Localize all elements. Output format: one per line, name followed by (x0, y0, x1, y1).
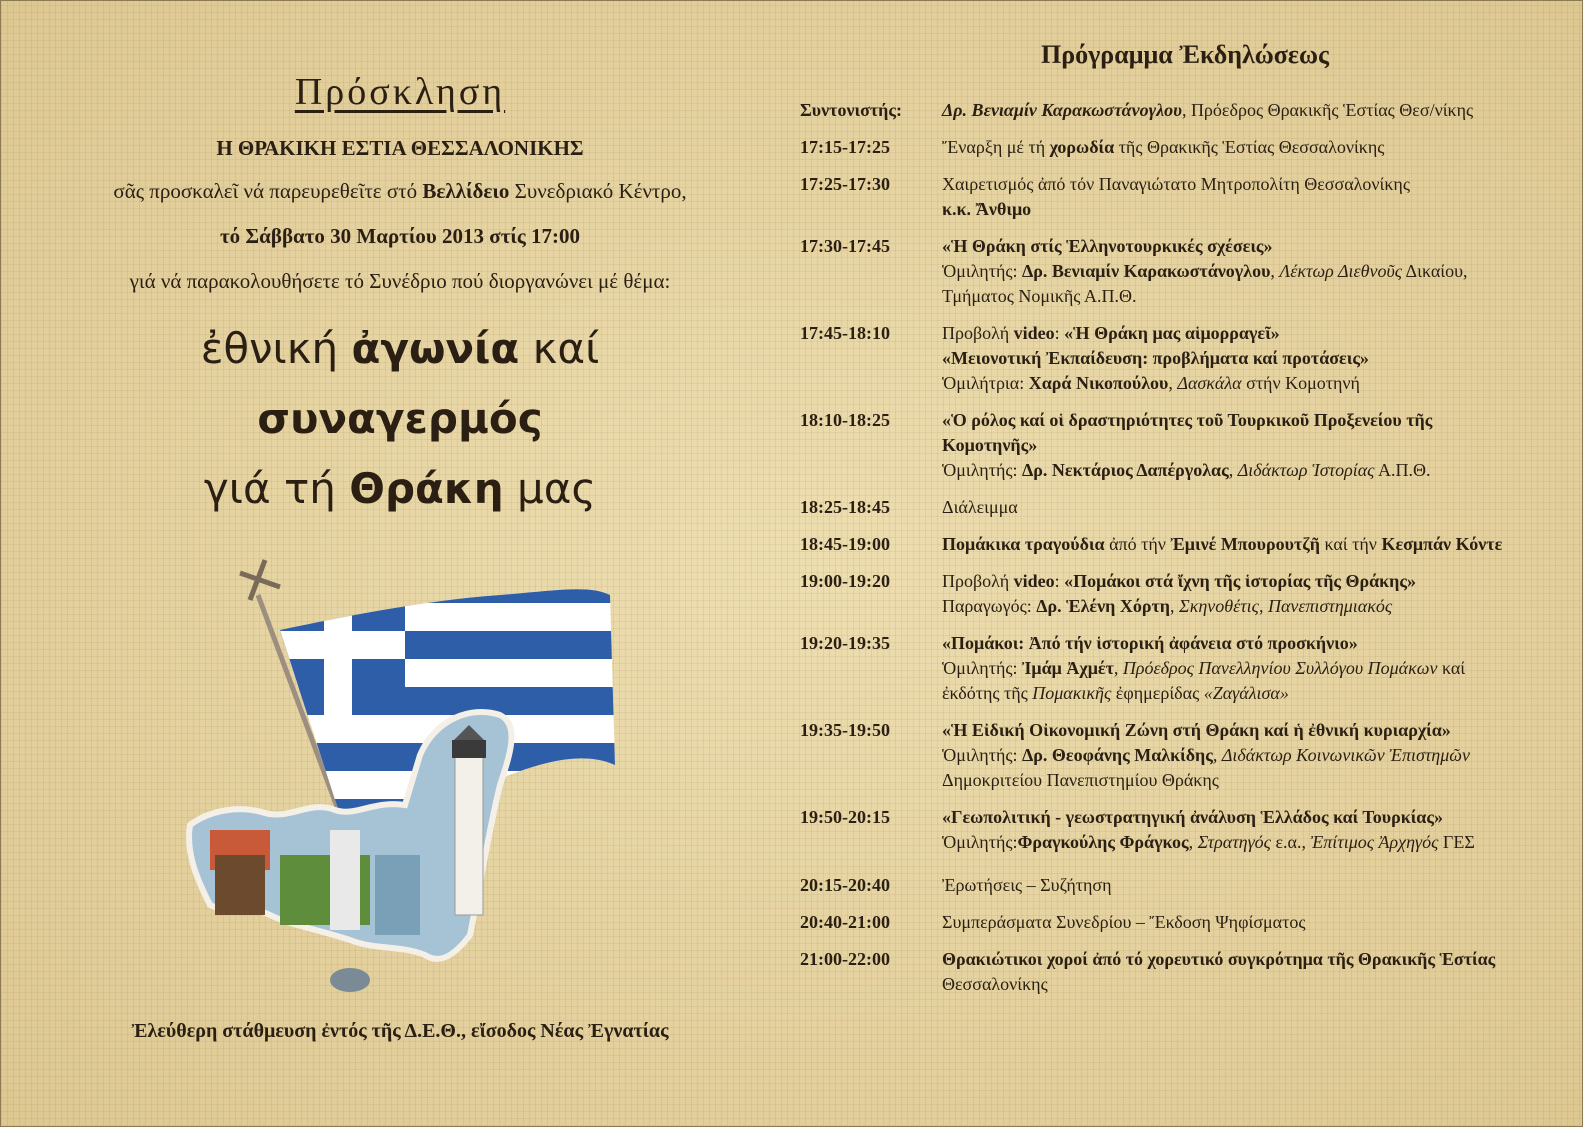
program-text: «Γεωπολιτική - γεωστρατηγική ἀνάλυση Ἑλλάδος καί Τουρκίας» (942, 807, 1443, 827)
program-text: «Ἡ Θράκη στίς Ἑλληνοτουρκικές σχέσεις» (942, 236, 1273, 256)
program-text: Ὁμιλητής: (942, 832, 1018, 852)
program-text: ΓΕΣ (1438, 832, 1475, 852)
invitation-title: Πρόσκληση (294, 71, 506, 113)
program-text: , Πρόεδρος Θρακικῆς Ἑστίας Θεσ/νίκης (1181, 100, 1474, 120)
program-line (942, 656, 1560, 681)
program-description (942, 532, 1560, 557)
program-text: Θρακιώτικοι χοροί ἀπό τό χορευτικό συγκρότημα τῆς Θρακικῆς Ἑστίας (942, 949, 1496, 969)
theme-word: καί (519, 324, 600, 373)
program-row (800, 873, 1560, 898)
program-text: ἀπό τήν (1104, 534, 1171, 554)
program-title: Πρόγραμμα Ἐκδηλώσεως (1041, 40, 1329, 69)
program-text: Ὁμιλητής: (942, 745, 1022, 765)
program-time: 18:45-19:00 (800, 534, 890, 554)
program-row (800, 234, 1560, 309)
program-row (800, 569, 1560, 619)
program-text: Πομάκικα τραγούδια (942, 534, 1105, 554)
program-line (942, 743, 1560, 768)
program-text: Φραγκούλης Φράγκος (1017, 832, 1189, 852)
program-text: ε.α., (1270, 832, 1311, 852)
program-line (942, 910, 1560, 935)
program-text: Δημοκριτείου Πανεπιστημίου Θράκης (942, 770, 1219, 790)
program-text: «Ἡ Θράκη μας αἱμορραγεῖ» (1064, 323, 1280, 343)
program-line (942, 718, 1560, 743)
program-text: Δρ. Βενιαμίν Καρακωστάνογλου (1022, 261, 1271, 281)
program-description (942, 135, 1560, 160)
program-line (942, 631, 1560, 656)
program-text: video (1013, 571, 1055, 591)
program-text: Χαρά Νικοπούλου (1028, 373, 1169, 393)
program-text: video (1013, 323, 1055, 343)
program-text: ἐκδότης τῆς (942, 683, 1033, 703)
program-text: , (1270, 261, 1280, 281)
program-line (942, 947, 1560, 972)
program-text: , (1168, 373, 1178, 393)
program-line (942, 433, 1560, 458)
theme-word: γιά τή (203, 464, 350, 513)
program-text: Τμήματος Νομικῆς Α.Π.Θ. (942, 286, 1137, 306)
program-text: : (1054, 323, 1065, 343)
parking-note: Ἐλεύθερη στάθμευση ἐντός τῆς Δ.Ε.Θ., εἴσοδος Νέας Ἐγνατίας (131, 1020, 669, 1042)
program-time: 19:35-19:50 (800, 720, 890, 740)
program-description (942, 910, 1560, 935)
program-text: Χαιρετισμός ἀπό τόν Παναγιώτατο Μητροπολίτη Θεσσαλονίκης (942, 174, 1410, 194)
theme-line-2: συναγερμός (257, 394, 543, 443)
theme-word: ἐθνική (200, 324, 352, 373)
program-text: , (1212, 745, 1222, 765)
program-text: , (1228, 460, 1238, 480)
program-row (800, 98, 1560, 123)
program-row (800, 718, 1560, 793)
program-text: Ὁμιλητής: (942, 658, 1022, 678)
program-text: «Ζαγάλισα» (1203, 683, 1289, 703)
program-text: Ὁμιλητής: (942, 261, 1022, 281)
program-description (942, 569, 1560, 619)
program-text: καί (1437, 658, 1466, 678)
program-text: στήν Κομοτηνή (1241, 373, 1360, 393)
program-description (942, 234, 1560, 309)
program-description (942, 495, 1560, 520)
program-line (942, 135, 1560, 160)
program-text: Ἔναρξη μέ τή (942, 137, 1050, 157)
program-text: «Πομάκοι στά ἴχνη τῆς ἱστορίας τῆς Θράκης» (1064, 571, 1416, 591)
program-time: 19:20-19:35 (800, 633, 890, 653)
program-time: 20:40-21:00 (800, 912, 890, 932)
program-line (942, 830, 1560, 855)
program-line (942, 408, 1560, 433)
theme-word-bold: Θράκη (349, 464, 504, 513)
theme-line-3 (40, 454, 760, 524)
program-text: Διδάκτωρ Κοινωνικῶν Ἐπιστημῶν (1221, 745, 1470, 765)
program-text: Ἐπίτιμος Ἀρχηγός (1310, 832, 1439, 852)
venue-name: Βελλίδειο (422, 179, 510, 203)
program-text: Πρόεδρος Πανελληνίου Συλλόγου Πομάκων (1122, 658, 1438, 678)
program-description (942, 172, 1560, 222)
program-text: «Ἡ Εἰδική Οἰκονομική Ζώνη στή Θράκη καί ἡ ἐθνική κυριαρχία» (942, 720, 1451, 740)
program-row (800, 321, 1560, 396)
program-line (942, 234, 1560, 259)
program-text: Ὁμιλητής: (942, 460, 1022, 480)
invitation-topic-intro: γιά νά παρακολουθήσετε τό Συνέδριο πού διοργανώνει μέ θέμα: (129, 269, 671, 293)
program-row (800, 805, 1560, 855)
program-text: «Ὁ ρόλος καί οἱ δραστηριότητες τοῦ Τουρκικοῦ Προξενείου τῆς (942, 410, 1433, 430)
program-panel (800, 40, 1560, 1009)
program-line (942, 495, 1560, 520)
program-line (942, 284, 1560, 309)
program-text: , (1170, 596, 1180, 616)
program-text: Στρατηγός (1197, 832, 1271, 852)
program-text: , (1188, 832, 1198, 852)
program-description (942, 408, 1560, 483)
program-row (800, 947, 1560, 997)
program-line (942, 805, 1560, 830)
program-text: χορωδία (1049, 137, 1115, 157)
theme-word: μας (503, 464, 597, 513)
program-row (800, 631, 1560, 706)
program-text: κ.κ. Ἄνθιμο (942, 199, 1032, 219)
program-line (942, 371, 1560, 396)
program-line (942, 259, 1560, 284)
program-row (800, 495, 1560, 520)
program-text: Ὁμιλήτρια: (942, 373, 1029, 393)
program-description (942, 631, 1560, 706)
program-text: Προβολή (942, 571, 1014, 591)
venue-text: σᾶς προσκαλεῖ νά παρευρεθεῖτε στό (113, 179, 423, 203)
program-text: «Μειονοτική Ἐκπαίδευση: προβλήματα καί προτάσεις» (942, 348, 1369, 368)
program-description (942, 873, 1560, 898)
conference-theme (40, 314, 760, 524)
program-row (800, 532, 1560, 557)
program-line (942, 458, 1560, 483)
program-text: Δικαίου, (1402, 261, 1468, 281)
venue-text-end: Συνεδριακό Κέντρο, (509, 179, 687, 203)
program-text: Παραγωγός: (942, 596, 1037, 616)
program-time: 17:25-17:30 (800, 174, 890, 194)
program-time: 20:15-20:40 (800, 875, 890, 895)
program-text: , (1113, 658, 1123, 678)
program-text: Σκηνοθέτις, Πανεπιστημιακός (1179, 596, 1393, 616)
program-row (800, 408, 1560, 483)
program-time: 17:45-18:10 (800, 323, 890, 343)
program-line (942, 569, 1560, 594)
program-line (942, 873, 1560, 898)
program-row (800, 172, 1560, 222)
program-description (942, 947, 1560, 997)
program-row (800, 910, 1560, 935)
program-time: 17:15-17:25 (800, 137, 890, 157)
program-line (942, 972, 1560, 997)
program-text: Προβολή (942, 323, 1014, 343)
program-line (942, 594, 1560, 619)
program-line (942, 172, 1560, 197)
program-time: Συντονιστής: (800, 100, 902, 120)
theme-line-1 (40, 314, 760, 384)
program-description (942, 321, 1560, 396)
program-text: Δρ. Θεοφάνης Μαλκίδης (1022, 745, 1213, 765)
program-line (942, 98, 1560, 123)
program-text: Λέκτωρ Διεθνοῦς (1279, 261, 1403, 281)
organization-name: Η ΘΡΑΚΙΚΗ ΕΣΤΙΑ ΘΕΣΣΑΛΟΝΙΚΗΣ (216, 136, 584, 160)
program-line (942, 346, 1560, 371)
program-list (800, 98, 1560, 997)
program-text: Α.Π.Θ. (1374, 460, 1431, 480)
program-text: ἐφημερίδας (1111, 683, 1204, 703)
invitation-venue-line (40, 179, 760, 204)
program-time: 18:10-18:25 (800, 410, 890, 430)
program-text: Κεσμπάν Κόντε (1381, 534, 1503, 554)
program-text: «Πομάκοι: Ἀπό τήν ἱστορική ἀφάνεια στό προσκήνιο» (942, 633, 1358, 653)
invitation-date: τό Σάββατο 30 Μαρτίου 2013 στίς 17:00 (220, 224, 580, 248)
program-text: καί τήν (1319, 534, 1382, 554)
program-text: Ἐμινέ Μπουρουτζῆ (1170, 534, 1320, 554)
program-time: 19:50-20:15 (800, 807, 890, 827)
program-time: 21:00-22:00 (800, 949, 890, 969)
program-text: Θεσσαλονίκης (942, 974, 1048, 994)
program-time: 19:00-19:20 (800, 571, 890, 591)
program-text: Κομοτηνῆς» (942, 435, 1038, 455)
program-line (942, 681, 1560, 706)
program-text: Δρ. Νεκτάριος Δαπέργολας (1022, 460, 1229, 480)
invitation-panel (40, 70, 760, 524)
program-text: Δασκάλα (1177, 373, 1242, 393)
cross-icon (240, 560, 280, 600)
program-description (942, 718, 1560, 793)
program-line (942, 197, 1560, 222)
program-line (942, 768, 1560, 793)
theme-word-bold: ἀγωνία (351, 324, 520, 373)
program-text: Πομακικῆς (1032, 683, 1112, 703)
program-text: Ἐρωτήσεις – Συζήτηση (942, 875, 1112, 895)
program-text: τῆς Θρακικῆς Ἑστίας Θεσσαλονίκης (1114, 137, 1385, 157)
program-text: : (1054, 571, 1065, 591)
program-text: Διάλειμμα (942, 497, 1018, 517)
program-line (942, 321, 1560, 346)
program-description (942, 98, 1560, 123)
program-text: Δρ. Ἑλένη Χόρτη (1036, 596, 1171, 616)
program-text: Συμπεράσματα Συνεδρίου – Ἔκδοση Ψηφίσματος (942, 912, 1306, 932)
program-line (942, 532, 1560, 557)
program-text: Δρ. Βενιαμίν Καρακωστάνογλου (942, 100, 1182, 120)
program-row (800, 135, 1560, 160)
program-description (942, 805, 1560, 855)
lighthouse-image (452, 725, 486, 915)
program-text: Ἰμάμ Ἀχμέτ (1022, 658, 1114, 678)
flag-map-collage (170, 555, 630, 1005)
program-time: 17:30-17:45 (800, 236, 890, 256)
program-text: Διδάκτωρ Ἱστορίας (1237, 460, 1375, 480)
program-time: 18:25-18:45 (800, 497, 890, 517)
